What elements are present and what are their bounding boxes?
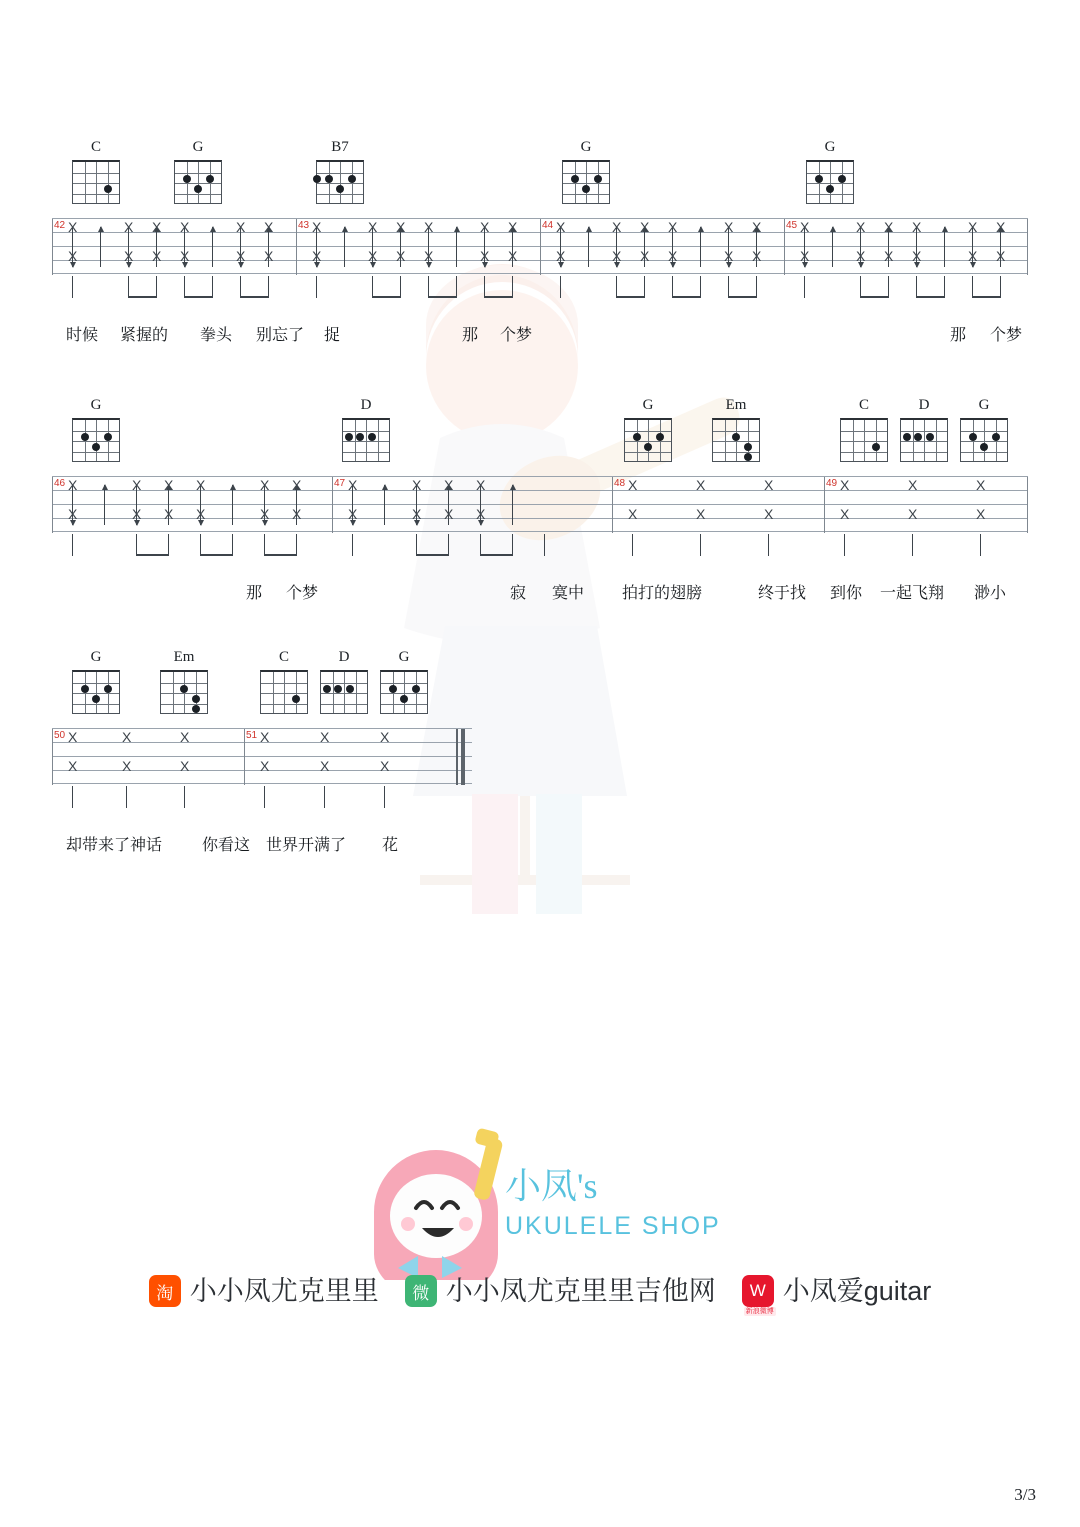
measure-number: 45 xyxy=(786,220,798,231)
lyric: 寞中 xyxy=(552,585,585,602)
chord-grid xyxy=(562,160,610,204)
weibo-sublabel: 新浪微博 xyxy=(745,1308,774,1315)
chord-grid xyxy=(72,418,120,462)
lyric: 拳头 xyxy=(200,327,233,344)
lyric: 紧握的 xyxy=(120,327,169,344)
chord-grid xyxy=(72,670,120,714)
measure-number: 46 xyxy=(54,478,66,489)
chord-diagram xyxy=(172,140,224,204)
lyric: 个梦 xyxy=(286,585,319,602)
chord-diagram xyxy=(560,140,612,204)
rhythm-row xyxy=(52,786,492,812)
measure-number: 47 xyxy=(334,478,346,489)
chord-diagram xyxy=(314,140,366,204)
wechat-icon: 微 xyxy=(405,1275,437,1307)
chord-grid xyxy=(806,160,854,204)
chord-grid xyxy=(320,670,368,714)
lyric: 那 xyxy=(462,327,479,344)
lyric: 拍打的翅膀 xyxy=(622,585,703,602)
chord-name: D xyxy=(360,397,372,413)
lyric: 那 xyxy=(246,585,263,602)
lyrics-row xyxy=(52,838,1028,860)
chord-grid xyxy=(840,418,888,462)
chord-grid xyxy=(174,160,222,204)
lyric: 却带来了神话 xyxy=(66,837,163,854)
chord-diagram xyxy=(318,650,370,714)
lyric: 世界开满了 xyxy=(266,837,347,854)
chord-diagram xyxy=(158,650,210,714)
chord-name: G xyxy=(824,139,836,155)
social-link-taobao[interactable] xyxy=(149,1275,379,1307)
lyric: 别忘了 xyxy=(256,327,305,344)
chord-diagram xyxy=(622,398,674,462)
lyrics-row xyxy=(52,586,1028,608)
chord-grid xyxy=(900,418,948,462)
chord-diagram xyxy=(804,140,856,204)
chord-name: D xyxy=(338,649,350,665)
chord-diagram xyxy=(710,398,762,462)
brand-title xyxy=(505,1168,721,1239)
lyric: 花 xyxy=(382,837,399,854)
chord-name: B7 xyxy=(331,139,349,155)
chord-name: D xyxy=(918,397,930,413)
brand-block xyxy=(0,1120,1080,1280)
lyric: 捉 xyxy=(324,327,341,344)
chord-name: Em xyxy=(173,649,195,665)
measure-number: 48 xyxy=(614,478,626,489)
social-label: 小小凤尤克里里吉他网 xyxy=(445,1275,716,1306)
chord-name: Em xyxy=(725,397,747,413)
rhythm-row xyxy=(52,276,1028,302)
lyric: 寂 xyxy=(510,585,527,602)
page-number: 3/3 xyxy=(1014,1485,1036,1504)
lyric: 终于找 xyxy=(758,585,807,602)
chord-name: G xyxy=(580,139,592,155)
lyrics-row xyxy=(52,328,1028,350)
chord-grid xyxy=(342,418,390,462)
lyric: 你看这 xyxy=(202,837,251,854)
chord-grid xyxy=(316,160,364,204)
chord-diagram xyxy=(70,650,122,714)
social-links-row xyxy=(0,1275,1080,1315)
measure-number: 51 xyxy=(246,730,258,741)
chord-name: G xyxy=(398,649,410,665)
chord-name: C xyxy=(278,649,289,665)
chord-diagram xyxy=(340,398,392,462)
chord-name: C xyxy=(90,139,101,155)
lyric: 那 xyxy=(950,327,967,344)
chord-diagram xyxy=(838,398,890,462)
chord-diagram xyxy=(378,650,430,714)
social-link-wechat[interactable] xyxy=(405,1275,716,1307)
measure-number: 49 xyxy=(826,478,838,489)
social-label: 小小凤尤克里里 xyxy=(189,1275,379,1306)
brand-logo xyxy=(0,1120,1080,1280)
lyric: 时候 xyxy=(66,327,99,344)
lyric: 到你 xyxy=(830,585,863,602)
rhythm-row xyxy=(52,534,1028,560)
chord-grid xyxy=(260,670,308,714)
staff: 46 47 48 49 X X X X X X X X X X X X X X X X X X X X X X X X X X X X X X X X xyxy=(52,476,1028,532)
chord-grid xyxy=(380,670,428,714)
chord-name: C xyxy=(858,397,869,413)
chord-grid xyxy=(160,670,208,714)
brand-title-cn: 小凤's xyxy=(505,1166,598,1206)
lyric: 渺小 xyxy=(974,585,1007,602)
chord-diagram xyxy=(70,140,122,204)
lyric: 个梦 xyxy=(990,327,1023,344)
taobao-icon: 淘 xyxy=(149,1275,181,1307)
measure-number: 44 xyxy=(542,220,554,231)
chord-diagram xyxy=(898,398,950,462)
chord-name: G xyxy=(978,397,990,413)
chord-grid xyxy=(624,418,672,462)
weibo-icon: W xyxy=(742,1275,774,1307)
chord-name: G xyxy=(192,139,204,155)
chord-diagram xyxy=(70,398,122,462)
chord-name: G xyxy=(90,649,102,665)
chord-name: G xyxy=(642,397,654,413)
chord-grid xyxy=(72,160,120,204)
chord-diagram xyxy=(958,398,1010,462)
staff: 50 51 X X X X X X X X X X X X xyxy=(52,728,472,784)
brand-title-en: UKULELE SHOP xyxy=(505,1212,721,1240)
chord-diagram xyxy=(258,650,310,714)
measure-number: 50 xyxy=(54,730,66,741)
chord-grid xyxy=(960,418,1008,462)
social-link-weibo[interactable] xyxy=(742,1275,932,1315)
chord-name: G xyxy=(90,397,102,413)
staff: 42 43 44 45 X X X X X X X X X X X X X X X X X X X X X X X X X X X X X X X X X X X X X X X X X X X X X X X X xyxy=(52,218,1028,274)
measure-number: 43 xyxy=(298,220,310,231)
social-label: 小凤爱guitar xyxy=(782,1275,932,1306)
measure-number: 42 xyxy=(54,220,66,231)
lyric: 一起飞翔 xyxy=(880,585,945,602)
lyric: 个梦 xyxy=(500,327,533,344)
chord-grid xyxy=(712,418,760,462)
